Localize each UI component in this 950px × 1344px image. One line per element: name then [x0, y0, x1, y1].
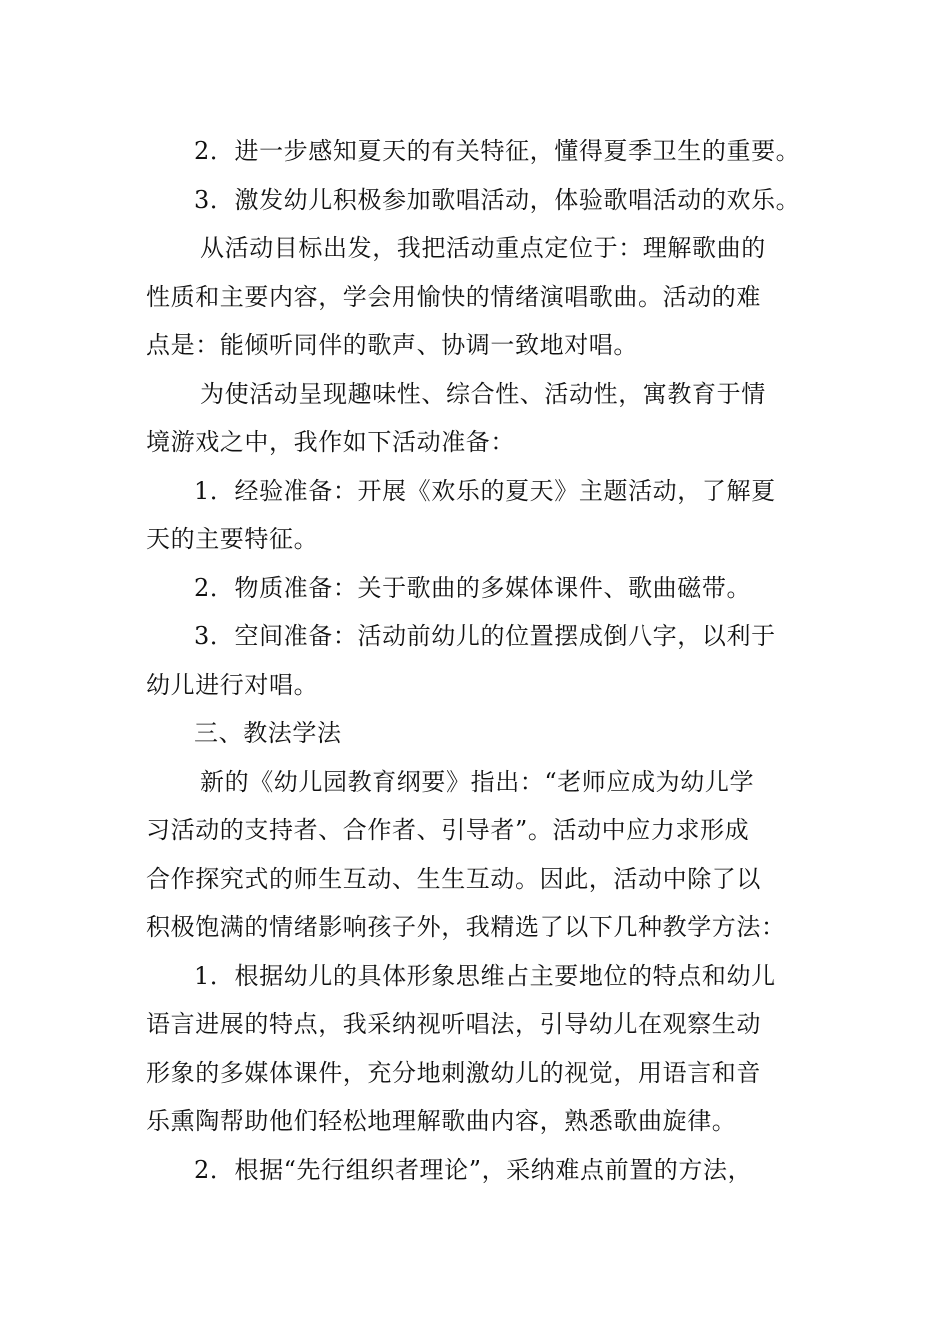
text-line: 新的《幼儿园教育纲要》指出：“老师应成为幼儿学 [200, 767, 755, 796]
text-line: 性质和主要内容，学会用愉快的情绪演唱歌曲。活动的难 [146, 282, 761, 311]
text-line: 乐熏陶帮助他们轻松地理解歌曲内容，熟悉歌曲旋律。 [146, 1107, 737, 1135]
text-line: 积极饱满的情绪影响孩子外，我精选了以下几种教学方法： [146, 913, 786, 941]
text-line: 3．空间准备：活动前幼儿的位置摆成倒八字，以利于 [194, 622, 776, 650]
text-line: 点是：能倾听同伴的歌声、协调一致地对唱。 [146, 331, 638, 359]
text-line: 天的主要特征。 [146, 525, 319, 553]
text-line: 为使活动呈现趣味性、综合性、活动性，寓教育于情 [200, 379, 766, 408]
section-heading: 三、教法学法 [194, 719, 342, 747]
text-line: 境游戏之中，我作如下活动准备： [146, 428, 515, 456]
text-line: 习活动的支持者、合作者、引导者”。活动中应力求形成 [146, 816, 750, 844]
text-line: 形象的多媒体课件，充分地刺激幼儿的视觉，用语言和音 [146, 1058, 761, 1087]
text-line: 语言进展的特点，我采纳视听唱法，引导幼儿在观察生动 [146, 1010, 761, 1038]
text-line: 1．根据幼儿的具体形象思维占主要地位的特点和幼儿 [194, 961, 776, 990]
text-line: 2．物质准备：关于歌曲的多媒体课件、歌曲磁带。 [194, 573, 752, 602]
text-line: 3．激发幼儿积极参加歌唱活动，体验歌唱活动的欢乐。 [194, 185, 801, 214]
text-line: 合作探究式的师生互动、生生互动。因此，活动中除了以 [146, 864, 761, 893]
text-line: 从活动目标出发，我把活动重点定位于：理解歌曲的 [200, 234, 766, 262]
document-body [146, 127, 810, 1194]
text-line: 1．经验准备：开展《欢乐的夏天》主题活动，了解夏 [194, 476, 776, 505]
text-line: 2．根据“先行组织者理论”，采纳难点前置的方法， [194, 1155, 753, 1184]
text-line: 2．进一步感知夏天的有关特征，懂得夏季卫生的重要。 [194, 137, 801, 165]
text-line: 幼儿进行对唱。 [146, 670, 319, 699]
